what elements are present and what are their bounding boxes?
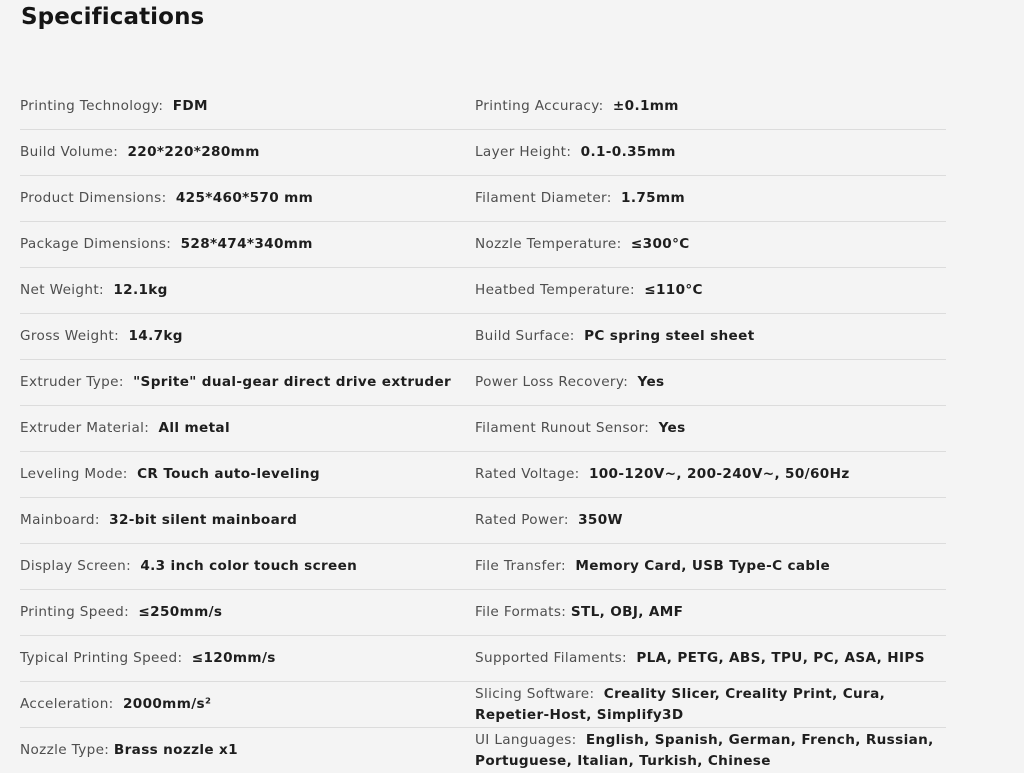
spec-label: Net Weight: [20, 282, 104, 298]
spec-value: CR Touch auto-leveling [137, 466, 320, 482]
spec-value: Creality Slicer, Creality Print, Cura, Repetier-Host, Simplify3D [475, 685, 886, 723]
spec-label: Layer Height: [475, 144, 572, 160]
spec-item-filament-runout-sensor [475, 406, 946, 452]
spec-value: FDM [172, 98, 208, 114]
spec-value: 220*220*280mm [127, 144, 260, 160]
spec-item-leveling-mode [20, 452, 475, 498]
spec-value: 14.7kg [128, 328, 183, 344]
spec-value: PLA, PETG, ABS, TPU, PC, ASA, HIPS [636, 650, 925, 666]
spec-label: Gross Weight: [20, 328, 120, 344]
spec-value: English, Spanish, German, French, Russian, Portuguese, Italian, Turkish, Chinese [475, 731, 934, 769]
spec-item-gross-weight [20, 314, 475, 360]
spec-value: ±0.1mm [612, 98, 679, 114]
specifications-table [20, 84, 946, 773]
spec-label: Filament Runout Sensor: [475, 420, 650, 436]
spec-value: 12.1kg [113, 282, 168, 298]
spec-value: PC spring steel sheet [584, 328, 755, 344]
spec-item-package-dimensions [20, 222, 475, 268]
spec-label: Nozzle Temperature: [475, 236, 622, 252]
spec-item-layer-height [475, 130, 946, 176]
spec-item-build-volume [20, 130, 475, 176]
spec-label: Rated Voltage: [475, 466, 580, 482]
spec-value: 2000mm/s² [122, 696, 212, 712]
spec-label: Power Loss Recovery: [475, 374, 629, 390]
spec-value: 1.75mm [621, 190, 686, 206]
spec-label: Extruder Type: [20, 374, 124, 390]
spec-label: Supported Filaments: [475, 650, 627, 666]
spec-item-product-dimensions [20, 176, 475, 222]
spec-value: 32-bit silent mainboard [109, 512, 298, 528]
spec-item-printing-speed [20, 590, 475, 636]
spec-label: Printing Accuracy: [475, 98, 604, 114]
spec-value: Brass nozzle x1 [113, 742, 238, 758]
spec-label: Mainboard: [20, 512, 100, 528]
spec-item-supported-filaments [475, 636, 946, 682]
spec-label: Build Volume: [20, 144, 119, 160]
spec-label: Package Dimensions: [20, 236, 172, 252]
spec-value: Yes [637, 374, 665, 390]
spec-item-extruder-type [20, 360, 475, 406]
spec-label: File Formats: [475, 604, 567, 620]
spec-label: Build Surface: [475, 328, 575, 344]
spec-value: 0.1-0.35mm [580, 144, 676, 160]
spec-item-printing-accuracy [475, 84, 946, 130]
spec-value: "Sprite" dual-gear direct drive extruder [133, 374, 452, 390]
spec-value: 4.3 inch color touch screen [140, 558, 358, 574]
spec-label: Leveling Mode: [20, 466, 128, 482]
spec-label: UI Languages: [475, 731, 577, 748]
spec-item-nozzle-temperature [475, 222, 946, 268]
spec-item-rated-voltage [475, 452, 946, 498]
spec-item-heatbed-temperature [475, 268, 946, 314]
spec-item-typical-printing-speed [20, 636, 475, 682]
spec-item-ui-languages [475, 728, 946, 773]
spec-item-slicing-software [475, 682, 946, 728]
spec-item-rated-power [475, 498, 946, 544]
spec-value: Memory Card, USB Type-C cable [575, 558, 831, 574]
spec-label: Heatbed Temperature: [475, 282, 635, 298]
spec-label: Extruder Material: [20, 420, 150, 436]
spec-item-build-surface [475, 314, 946, 360]
spec-label: Acceleration: [20, 696, 114, 712]
spec-item-display-screen [20, 544, 475, 590]
spec-value: Yes [658, 420, 686, 436]
spec-label: Nozzle Type: [20, 742, 110, 758]
spec-label: Product Dimensions: [20, 190, 167, 206]
spec-item-mainboard [20, 498, 475, 544]
spec-label: Typical Printing Speed: [20, 650, 183, 666]
page-title: Specifications [21, 4, 205, 30]
spec-value: ≤250mm/s [138, 604, 223, 620]
spec-label: Rated Power: [475, 512, 569, 528]
spec-item-filament-diameter [475, 176, 946, 222]
spec-item-nozzle-type [20, 728, 475, 773]
spec-value: ≤300°C [630, 236, 690, 252]
spec-item-acceleration [20, 682, 475, 728]
spec-item-file-transfer [475, 544, 946, 590]
spec-value: 528*474*340mm [180, 236, 313, 252]
spec-value: ≤120mm/s [191, 650, 276, 666]
spec-value: STL, OBJ, AMF [570, 604, 684, 620]
spec-item-printing-technology [20, 84, 475, 130]
spec-label: Printing Technology: [20, 98, 164, 114]
spec-label: Slicing Software: [475, 685, 595, 702]
spec-item-file-formats [475, 590, 946, 636]
spec-item-extruder-material [20, 406, 475, 452]
spec-item-net-weight [20, 268, 475, 314]
spec-value: 425*460*570 mm [175, 190, 314, 206]
spec-item-power-loss-recovery [475, 360, 946, 406]
spec-value: All metal [158, 420, 230, 436]
spec-value: 350W [578, 512, 623, 528]
spec-value: 100-120V~, 200-240V~, 50/60Hz [588, 466, 850, 482]
spec-label: Filament Diameter: [475, 190, 612, 206]
spec-label: File Transfer: [475, 558, 566, 574]
spec-label: Printing Speed: [20, 604, 130, 620]
spec-value: ≤110°C [644, 282, 703, 298]
spec-label: Display Screen: [20, 558, 131, 574]
